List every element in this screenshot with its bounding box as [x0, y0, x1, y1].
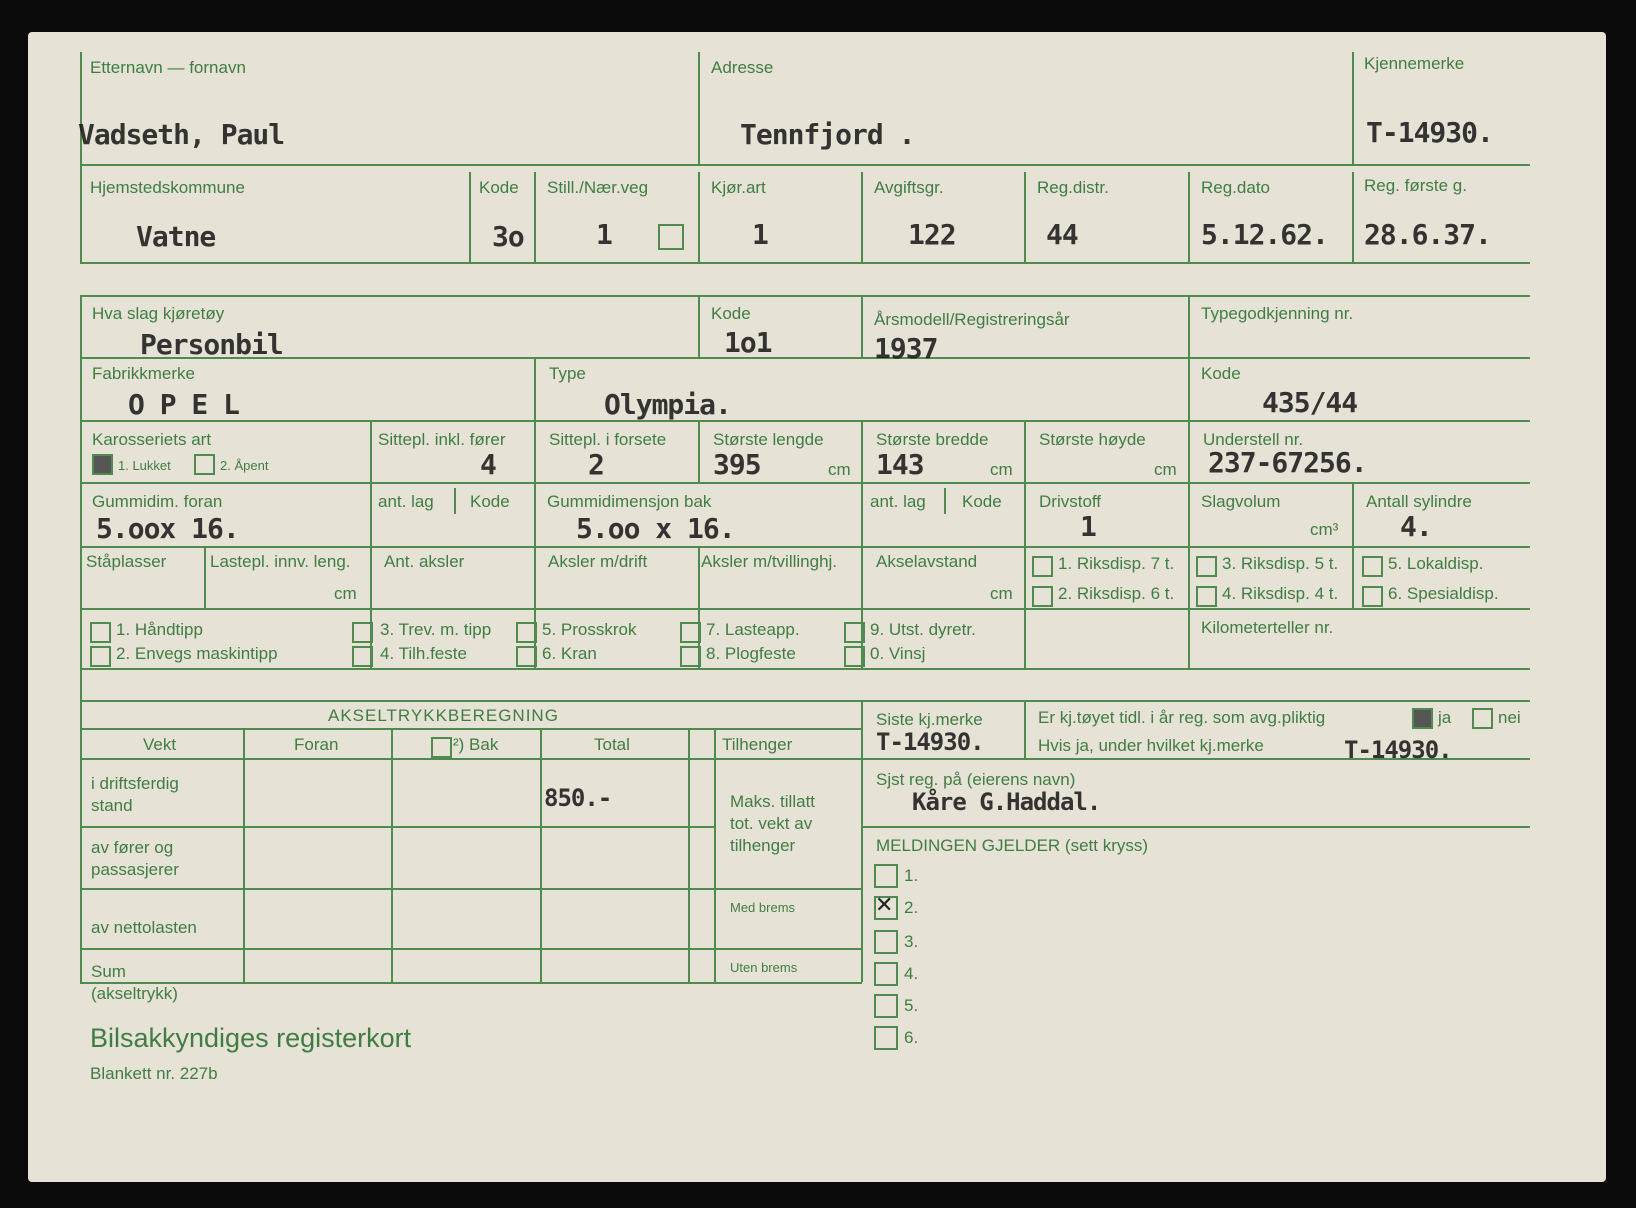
- row-sum: Sum: [91, 962, 126, 981]
- divider: [714, 728, 716, 982]
- col-trailer: Tilhenger: [722, 735, 793, 754]
- axle-twin-label: Aksler m/tvillinghj.: [701, 552, 838, 571]
- body-label: Karosseriets art: [92, 430, 212, 449]
- rule: [80, 482, 1530, 484]
- prev-reg-no-checkbox[interactable]: [1472, 708, 1493, 729]
- divider: [534, 546, 536, 608]
- col-total: Total: [594, 735, 630, 754]
- total-value: 850.-: [544, 784, 612, 812]
- equip-0-checkbox[interactable]: [844, 646, 865, 667]
- riksdisp-4-checkbox[interactable]: [1196, 586, 1217, 607]
- message-4-label: 4.: [904, 964, 919, 983]
- divider: [1024, 546, 1026, 608]
- rule: [80, 668, 1530, 670]
- equip-7-checkbox[interactable]: [680, 622, 701, 643]
- divider: [698, 295, 700, 357]
- rule: [80, 357, 1530, 359]
- divider: [944, 488, 946, 514]
- registration-card: [28, 32, 1606, 1182]
- message-2-checkbox[interactable]: [874, 896, 898, 920]
- owner-label: Etternavn — fornavn: [90, 58, 246, 77]
- equip-1-label: 1. Håndtipp: [116, 620, 203, 639]
- equip-8-label: 8. Plogfeste: [706, 644, 796, 663]
- rear-axle-checkbox[interactable]: [431, 737, 452, 758]
- front-code-label: Kode: [470, 492, 510, 511]
- rule: [80, 608, 1530, 610]
- divider: [534, 420, 536, 482]
- last-owner-value: Kåre G.Haddal.: [912, 788, 1101, 816]
- rule: [80, 164, 1530, 166]
- fuel-value: 1: [1080, 510, 1096, 543]
- message-1-label: 1.: [904, 866, 919, 885]
- seats-label: Sittepl. inkl. fører: [378, 430, 506, 449]
- height-label: Største høyde: [1039, 430, 1146, 449]
- type-value: Olympia.: [604, 388, 731, 421]
- regdato-value: 5.12.62.: [1201, 218, 1328, 251]
- lokaldisp-label: 5. Lokaldisp.: [1388, 554, 1484, 573]
- first-reg-value: 28.6.37.: [1364, 218, 1491, 251]
- divider: [204, 546, 206, 608]
- body-closed-label: 1. Lukket: [118, 458, 171, 473]
- vehicle-kind-value: Personbil: [140, 328, 283, 361]
- col-weight: Vekt: [143, 735, 177, 754]
- rule: [80, 758, 862, 760]
- front-seats-value: 2: [588, 448, 604, 481]
- rule: [80, 700, 1530, 702]
- rear-tyre-value: 5.oo x 16.: [576, 512, 735, 545]
- divider: [1024, 172, 1026, 262]
- divider: [1024, 420, 1026, 482]
- type-label: Type: [549, 364, 586, 383]
- equip-7-label: 7. Lasteapp.: [706, 620, 800, 639]
- axle-count-label: Ant. aksler: [384, 552, 465, 571]
- row-driver-2: passasjerer: [91, 860, 179, 879]
- message-1-checkbox[interactable]: [874, 864, 898, 888]
- regdistr-value: 44: [1046, 218, 1078, 251]
- width-label: Største bredde: [876, 430, 989, 449]
- displacement-label: Slagvolum: [1201, 492, 1281, 511]
- divider: [1188, 482, 1190, 546]
- divider: [1024, 482, 1026, 546]
- code-label: Kode: [479, 178, 519, 197]
- chassis-label: Understell nr.: [1203, 430, 1304, 449]
- address-label: Adresse: [711, 58, 774, 77]
- front-tyre-value: 5.oox 16.: [96, 512, 239, 545]
- rule: [80, 262, 1530, 264]
- body-open-label: 2. Åpent: [220, 458, 269, 473]
- divider: [370, 482, 372, 546]
- last-owner-label: Sjst reg. på (eierens navn): [876, 770, 1076, 789]
- divider: [534, 357, 536, 420]
- equip-5-label: 5. Prosskrok: [542, 620, 637, 639]
- owner-value: Vadseth, Paul: [78, 118, 285, 151]
- rear-tyre-label: Gummidimensjon bak: [547, 492, 712, 511]
- still-label: Still./Nær.veg: [547, 178, 649, 197]
- last-mark-value: T-14930.: [876, 728, 984, 756]
- axle-load-title: AKSELTRYKKBEREGNING: [328, 706, 559, 725]
- width-unit: cm: [990, 460, 1013, 479]
- divider: [1188, 295, 1190, 420]
- equip-6-label: 6. Kran: [542, 644, 597, 663]
- odometer-label: Kilometerteller nr.: [1201, 618, 1334, 637]
- spesialdisp-label: 6. Spesialdisp.: [1388, 584, 1499, 603]
- divider: [454, 488, 456, 514]
- divider: [534, 482, 536, 546]
- spesialdisp-checkbox[interactable]: [1362, 586, 1383, 607]
- type-code-value: 435/44: [1262, 386, 1358, 419]
- avgift-label: Avgiftsgr.: [874, 178, 944, 197]
- axle-distance-label: Akselavstand: [876, 552, 978, 571]
- left-border: [80, 295, 82, 983]
- equip-0-label: 0. Vinsj: [870, 644, 926, 663]
- row-operational-2: stand: [91, 796, 133, 815]
- divider: [698, 420, 700, 482]
- rule: [80, 728, 862, 730]
- regdistr-label: Reg.distr.: [1037, 178, 1109, 197]
- row-driver: av fører og: [91, 838, 174, 857]
- cylinders-label: Antall sylindre: [1366, 492, 1472, 511]
- width-value: 143: [876, 448, 924, 481]
- kjorart-value: 1: [752, 218, 768, 251]
- standing-label: Ståplasser: [86, 552, 167, 571]
- type-approval-label: Typegodkjenning nr.: [1201, 304, 1354, 323]
- axle-distance-unit: cm: [990, 584, 1013, 603]
- form-number: Blankett nr. 227b: [90, 1064, 218, 1083]
- brake-without-label: Uten brems: [730, 960, 798, 975]
- equip-8-checkbox[interactable]: [680, 646, 701, 667]
- length-label: Største lengde: [713, 430, 824, 449]
- equip-3-checkbox[interactable]: [352, 622, 373, 643]
- riksdisp-4-label: 4. Riksdisp. 4 t.: [1222, 584, 1339, 603]
- message-6-checkbox[interactable]: [874, 1026, 898, 1050]
- first-reg-label: Reg. første g.: [1364, 176, 1467, 195]
- row-sum-2: (akseltrykk): [91, 984, 178, 1003]
- front-seats-label: Sittepl. i forsete: [549, 430, 667, 449]
- regdato-label: Reg.dato: [1201, 178, 1270, 197]
- rear-code-label: Kode: [962, 492, 1002, 511]
- front-tyre-label: Gummidim. foran: [92, 492, 223, 511]
- divider: [861, 420, 863, 482]
- still-checkbox[interactable]: [658, 224, 684, 250]
- message-6-label: 6.: [904, 1028, 919, 1047]
- address-value: Tennfjord .: [740, 118, 915, 151]
- length-unit: cm: [828, 460, 851, 479]
- riksdisp-3-checkbox[interactable]: [1196, 556, 1217, 577]
- divider: [861, 482, 863, 546]
- divider: [688, 728, 690, 982]
- col-front: Foran: [294, 735, 339, 754]
- reg-mark-label: Kjennemerke: [1364, 54, 1465, 73]
- col-rear: ²) Bak: [453, 735, 499, 754]
- length-value: 395: [713, 448, 761, 481]
- code-value: 3o: [492, 220, 524, 253]
- fuel-label: Drivstoff: [1039, 492, 1102, 511]
- rule: [80, 826, 714, 828]
- rule: [80, 546, 1530, 548]
- divider: [861, 295, 863, 357]
- loading-unit: cm: [334, 584, 357, 603]
- model-year-label: Årsmodell/Registreringsår: [874, 310, 1070, 329]
- prev-reg-yes-label: ja: [1438, 708, 1452, 727]
- rule: [80, 982, 862, 984]
- divider: [1352, 482, 1354, 546]
- rule: [861, 826, 1530, 828]
- message-4-checkbox[interactable]: [874, 962, 898, 986]
- riksdisp-2-label: 2. Riksdisp. 6 t.: [1058, 584, 1175, 603]
- cylinders-value: 4.: [1400, 510, 1432, 543]
- last-mark-label: Siste kj.merke: [876, 710, 983, 729]
- brake-with-label: Med brems: [730, 900, 796, 915]
- rule: [714, 948, 862, 950]
- message-3-checkbox[interactable]: [874, 930, 898, 954]
- reg-mark-value: T-14930.: [1366, 116, 1493, 149]
- divider: [1352, 172, 1354, 262]
- kjorart-label: Kjør.art: [711, 178, 766, 197]
- make-value: O P E L: [128, 388, 240, 421]
- divider: [861, 172, 863, 262]
- lokaldisp-checkbox[interactable]: [1362, 556, 1383, 577]
- message-2-label: 2.: [904, 898, 919, 917]
- type-code-label: Kode: [1201, 364, 1241, 383]
- trailer-text-2: tot. vekt av: [730, 814, 813, 833]
- trailer-text-1: Maks. tillatt: [730, 792, 816, 811]
- equip-1-checkbox[interactable]: [90, 622, 111, 643]
- equip-9-checkbox[interactable]: [844, 622, 865, 643]
- chassis-value: 237-67256.: [1208, 446, 1367, 479]
- equip-5-checkbox[interactable]: [516, 622, 537, 643]
- divider: [370, 546, 372, 608]
- message-3-label: 3.: [904, 932, 919, 951]
- riksdisp-3-label: 3. Riksdisp. 5 t.: [1222, 554, 1339, 573]
- equip-6-checkbox[interactable]: [516, 646, 537, 667]
- divider: [1188, 608, 1190, 668]
- body-closed-checkbox[interactable]: [92, 454, 113, 475]
- divider: [698, 546, 700, 608]
- divider: [540, 728, 542, 982]
- divider: [1188, 546, 1190, 608]
- which-mark-value: T-14930.: [1344, 736, 1452, 764]
- equip-9-label: 9. Utst. dyretr.: [870, 620, 976, 639]
- rule: [80, 948, 714, 950]
- message-title: MELDINGEN GJELDER (sett kryss): [876, 836, 1149, 855]
- message-5-checkbox[interactable]: [874, 994, 898, 1018]
- body-open-checkbox[interactable]: [194, 454, 215, 475]
- front-lag-label: ant. lag: [378, 492, 434, 511]
- equip-2-label: 2. Envegs maskintipp: [116, 644, 278, 663]
- message-5-label: 5.: [904, 996, 919, 1015]
- prev-reg-question: Er kj.tøyet tidl. i år reg. som avg.pliktig: [1038, 708, 1326, 727]
- divider: [698, 52, 700, 164]
- divider: [698, 172, 700, 262]
- equip-4-checkbox[interactable]: [352, 646, 373, 667]
- divider: [861, 700, 863, 982]
- seats-value: 4: [480, 448, 496, 481]
- riksdisp-1-label: 1. Riksdisp. 7 t.: [1058, 554, 1175, 573]
- trailer-text-3: tilhenger: [730, 836, 796, 855]
- axle-drive-label: Aksler m/drift: [548, 552, 648, 571]
- height-unit: cm: [1154, 460, 1177, 479]
- riksdisp-1-checkbox[interactable]: [1032, 556, 1053, 577]
- vehicle-code-label: Kode: [711, 304, 751, 323]
- displacement-unit: cm³: [1310, 520, 1339, 539]
- vehicle-kind-label: Hva slag kjøretøy: [92, 304, 225, 323]
- divider: [469, 172, 471, 262]
- card-title: Bilsakkyndiges registerkort: [90, 1023, 412, 1053]
- divider: [1352, 52, 1354, 164]
- still-value: 1: [596, 218, 612, 251]
- divider: [370, 420, 372, 482]
- vehicle-code-value: 1o1: [724, 326, 772, 359]
- divider: [1024, 608, 1026, 668]
- riksdisp-2-checkbox[interactable]: [1032, 586, 1053, 607]
- divider: [391, 728, 393, 982]
- row-operational: i driftsferdig: [91, 774, 179, 793]
- rule: [80, 420, 1530, 422]
- divider: [1188, 172, 1190, 262]
- loading-label: Lastepl. innv. leng.: [210, 552, 351, 571]
- left-border: [80, 52, 82, 264]
- avgift-value: 122: [908, 218, 956, 251]
- municipality-label: Hjemstedskommune: [90, 178, 245, 197]
- equip-3-label: 3. Trev. m. tipp: [380, 620, 492, 639]
- make-label: Fabrikkmerke: [92, 364, 195, 383]
- divider: [861, 546, 863, 608]
- prev-reg-yes-checkbox[interactable]: [1412, 708, 1433, 729]
- row-netload: av nettolasten: [91, 918, 197, 937]
- divider: [1352, 546, 1354, 608]
- model-year-value: 1937: [874, 332, 938, 365]
- divider: [1188, 420, 1190, 482]
- rule: [80, 295, 1530, 297]
- rule: [80, 888, 862, 890]
- municipality-value: Vatne: [136, 220, 216, 253]
- divider: [1024, 700, 1026, 758]
- divider: [243, 728, 245, 982]
- divider: [534, 172, 536, 262]
- prev-reg-no-label: nei: [1498, 708, 1521, 727]
- equip-2-checkbox[interactable]: [90, 646, 111, 667]
- which-mark-label: Hvis ja, under hvilket kj.merke: [1038, 736, 1264, 755]
- rear-lag-label: ant. lag: [870, 492, 926, 511]
- equip-4-label: 4. Tilh.feste: [380, 644, 467, 663]
